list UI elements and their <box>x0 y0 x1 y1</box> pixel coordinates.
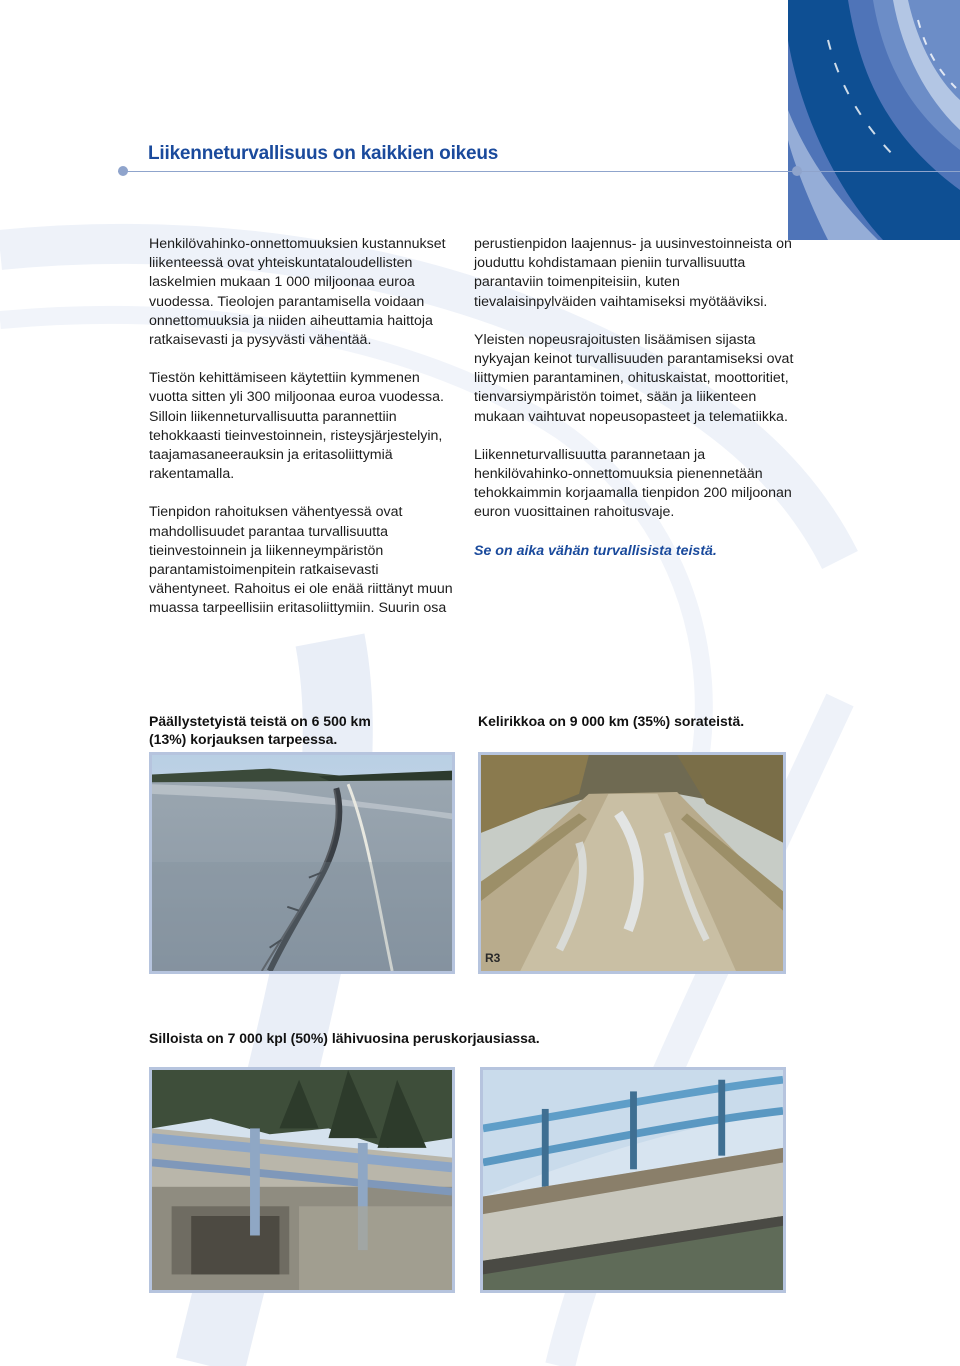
right-paragraph-3: Liikenneturvallisuutta parannetaan ja henkilövahinko-onnettomuuksia pienennetään tehokkaimmin korjaamalla tienpidon 200 miljoonan euron vuosittainen rahoitusvaje. <box>474 446 792 521</box>
left-text-column <box>149 235 461 638</box>
right-text-column <box>474 235 794 580</box>
corner-road-graphic <box>788 0 960 240</box>
right-paragraph-1: perustienpidon laajennus- ja uusinvestoinneista on jouduttu kohdistamaan pieniin turvallisuutta parantaviin toimenpiteisiin, kuten tievalaisinpylväiden vaihtamiseksi myötääviksi. <box>474 236 792 310</box>
page-title: Liikenneturvallisuus on kaikkien oikeus <box>148 143 499 164</box>
left-paragraph-1: Henkilövahinko-onnettomuuksien kustannukset liikenteessä ovat yhteiskuntataloudellisten laskelmien mukaan 1 000 miljoonaa euroa vuodessa. Tieolojen parantamisella voidaan onnettomuuksia ja niiden aiheuttamia haittoja ratkaisevasti ja pysyvästi vähentää. <box>149 236 446 349</box>
left-paragraph-2: Tiestön kehittämiseen käytettiin kymmenen vuotta sitten yli 300 miljoonaa euroa vuodessa. Silloin liikenneturvallisuutta parannettiin tehokkaasti tieinvestoinnein, risteysjärjestelyin, taajamasaneerauksin ja eritasoliittymiä rakentamalla. <box>149 370 444 483</box>
caption-paved-roads: Päällystetyistä teistä on 6 500 km (13%) korjauksen tarpeessa. <box>149 713 371 747</box>
slogan: Se on aika vähän turvallisista teistä. <box>474 542 717 559</box>
title-rule-dot-left <box>118 166 128 176</box>
photo-cracked-paved-road <box>149 752 455 974</box>
photo-gravel-road-frost-damage <box>478 752 786 974</box>
title-rule-dot-right <box>792 166 802 176</box>
caption-gravel-roads: Kelirikkoa on 9 000 km (35%) sorateistä. <box>478 713 745 729</box>
left-paragraph-3: Tienpidon rahoituksen vähentyessä ovat mahdollisuudet parantaa turvallisuutta tieinvestoinnein ja liikenneympäristön parantamistoimenpitein ratkaisevasti vähentyneet. Rahoitus ei ole enää riittänyt muun muassa tarpeellisiin eritasoliittymiin. Suurin osa <box>149 504 453 617</box>
right-paragraph-2: Yleisten nopeusrajoitusten lisäämisen sijasta nykyajan keinot turvallisuuden parantamiseksi ovat liittymien parantaminen, ohituskaistat, moottoritiet, tienvarsiympäristön toimet, sään ja liikenteen mukaan vaihtuvat nopeusopasteet ja telematiikka. <box>474 331 794 425</box>
caption-bridges: Silloista on 7 000 kpl (50%) lähivuosina peruskorjausiassa. <box>149 1030 540 1046</box>
title-rule <box>118 171 960 172</box>
photo-concrete-bridge-railing <box>480 1067 786 1293</box>
photo-old-bridge-guardrail <box>149 1067 455 1293</box>
photo-label-r3: R3 <box>485 951 501 965</box>
